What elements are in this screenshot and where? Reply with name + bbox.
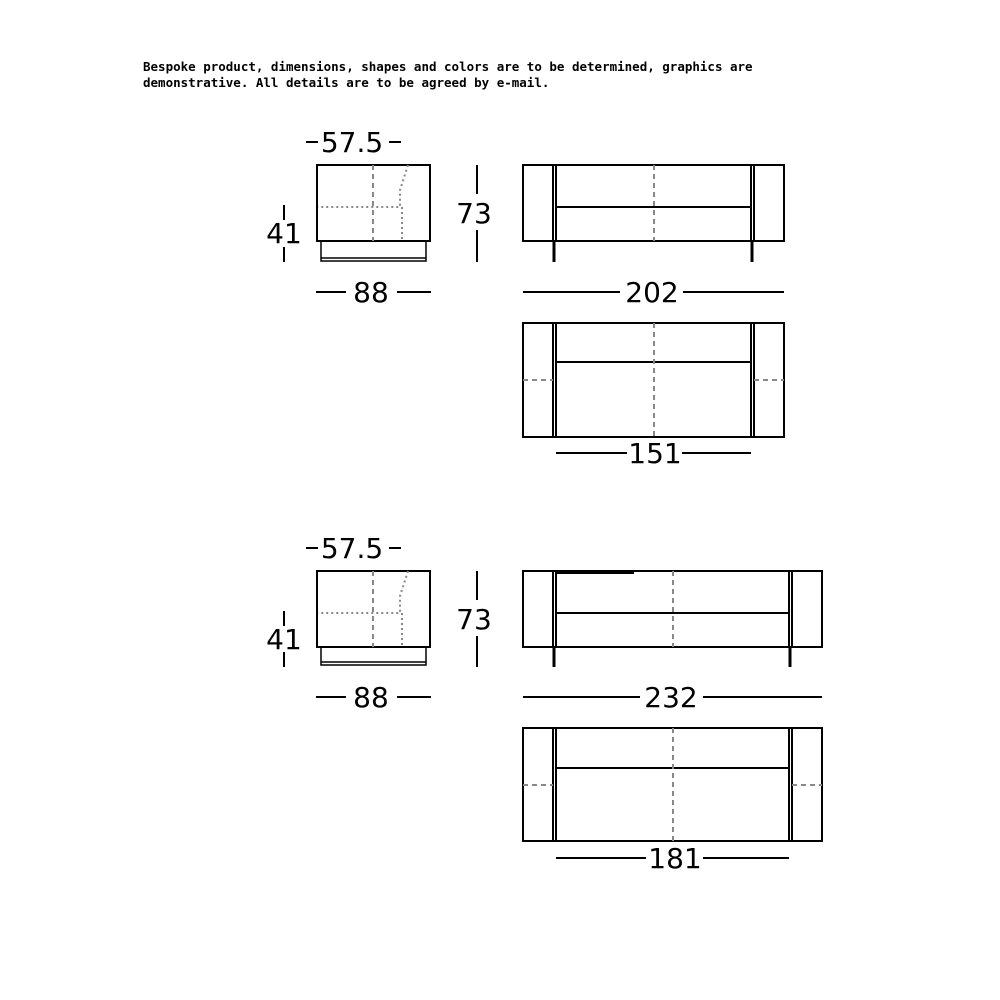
dim-label-side-depth: 57.5	[320, 126, 384, 159]
disclaimer-line-1: Bespoke product, dimensions, shapes and colors are to be determined, graphics are	[143, 59, 753, 74]
dim-front-width-large	[523, 681, 822, 714]
dim-label-total-height: 73	[456, 603, 492, 636]
dim-side-width-small	[316, 276, 431, 309]
front-view-small	[523, 165, 784, 262]
top-view-large	[523, 728, 822, 841]
front-view-large	[523, 571, 822, 667]
dim-label-seat-height: 41	[266, 217, 302, 250]
dim-total-height-large	[456, 571, 492, 667]
sofa-large	[266, 532, 822, 875]
dim-front-width-small	[523, 276, 784, 309]
dim-top-width-small	[556, 437, 751, 470]
dim-label-side-width: 88	[353, 681, 389, 714]
dim-label-top-width: 151	[628, 437, 682, 470]
dim-label-side-depth: 57.5	[320, 532, 384, 565]
dim-seat-height-small	[266, 205, 302, 262]
dim-label-front-width: 232	[644, 681, 698, 714]
dim-label-seat-height: 41	[266, 623, 302, 656]
dim-side-depth-large	[306, 532, 401, 565]
dim-label-top-width: 181	[648, 842, 702, 875]
dim-label-total-height: 73	[456, 197, 492, 230]
dim-top-width-large	[556, 842, 789, 875]
top-view-small	[523, 323, 784, 437]
side-view-small	[317, 165, 430, 261]
dim-label-front-width: 202	[625, 276, 679, 309]
dim-label-side-width: 88	[353, 276, 389, 309]
dim-seat-height-large	[266, 611, 302, 667]
dim-side-width-large	[316, 681, 431, 714]
dim-side-depth-small	[306, 126, 401, 159]
side-view-large	[317, 571, 430, 665]
sofa-small	[266, 126, 784, 470]
dim-total-height-small	[456, 165, 492, 262]
disclaimer-line-2: demonstrative. All details are to be agreed by e-mail.	[143, 75, 550, 90]
